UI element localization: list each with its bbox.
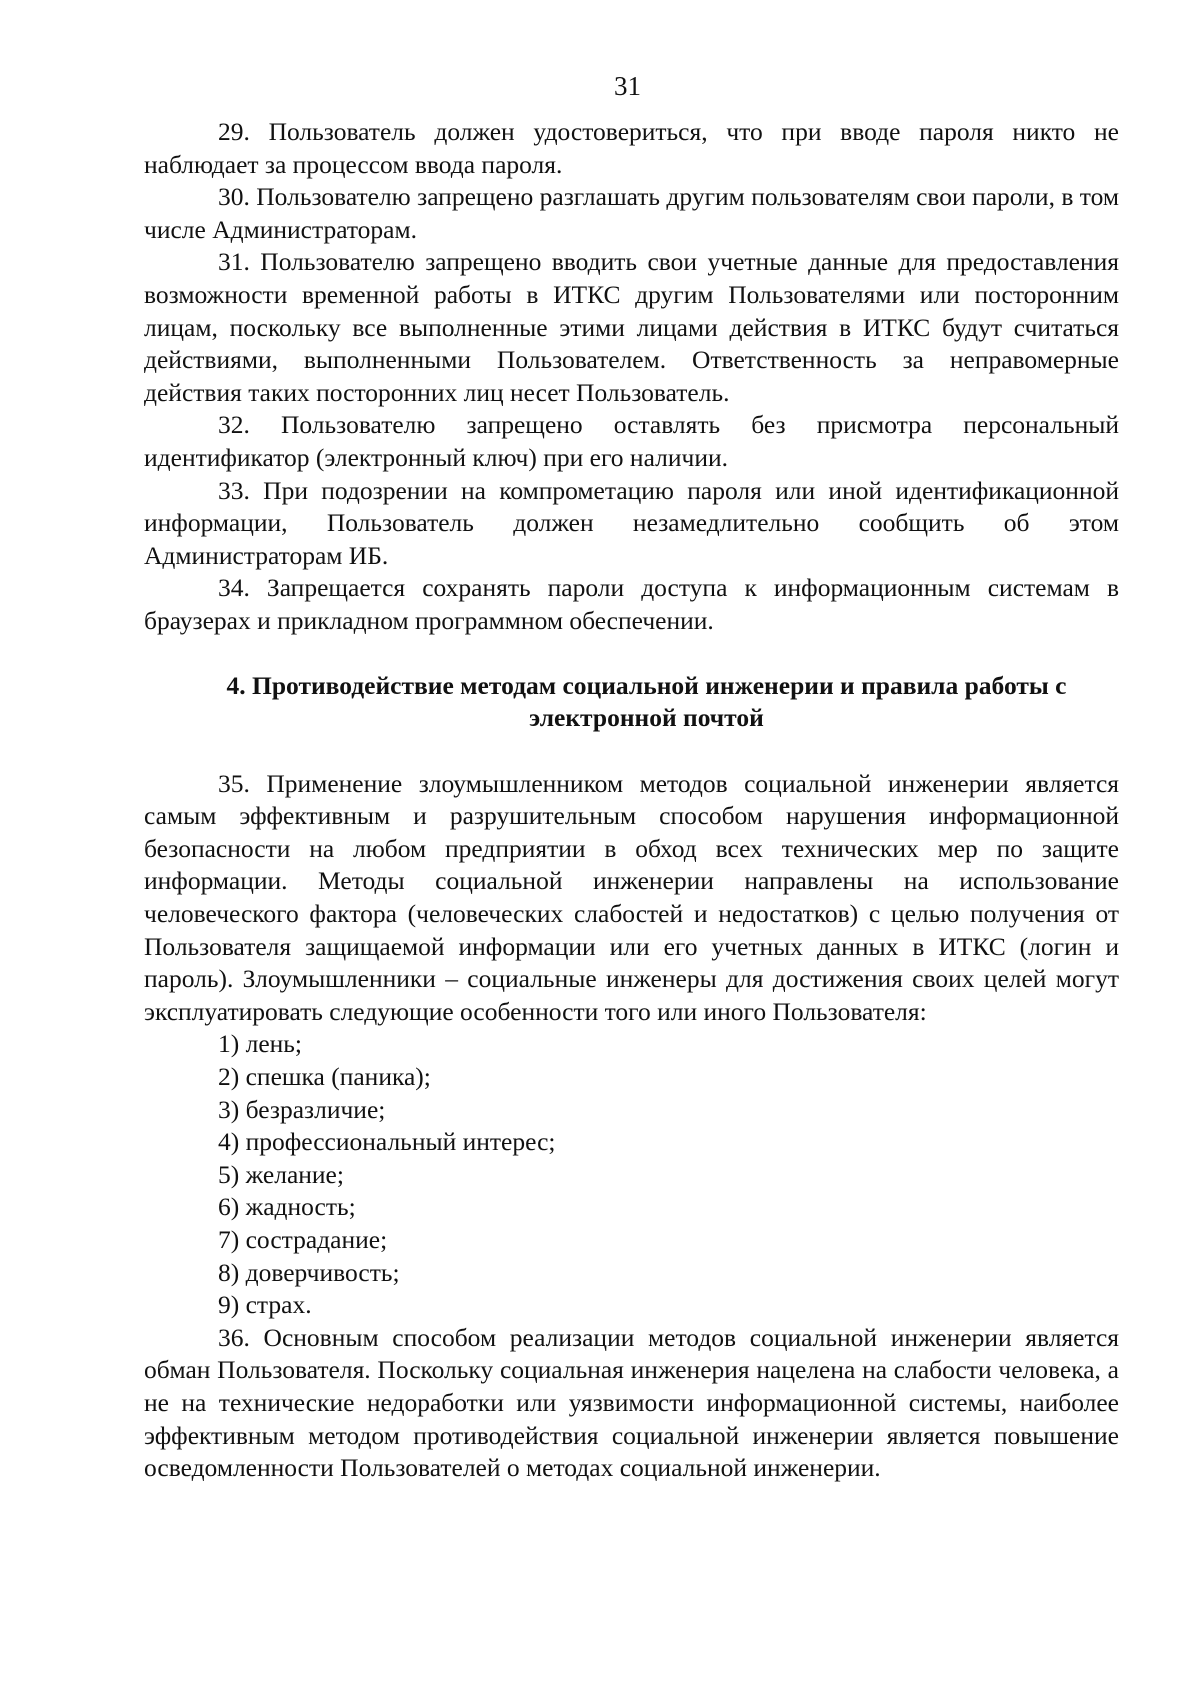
list-item: 6) жадность; (218, 1192, 356, 1222)
list-item: 1) лень; (218, 1029, 303, 1059)
list-item: 5) желание; (218, 1159, 344, 1189)
paragraph-31: 31. Пользователю запрещено вводить свои учетные данные для предоставления возможности временной работы в ИТКС другим Пользователями или посторонним лицам, поскольку все выполненные этими лицами действия в ИТКС будут считаться действиями, выполненными Пользователем. Ответственность за неправомерные действия таких посторонних лиц несет Пользователь. (144, 247, 1119, 407)
paragraph-35: 35. Применение злоумышленником методов социальной инженерии является самым эффективным и разрушительным способом нарушения информационной безопасности на любом предприятии в обход всех технических мер по защите информации. Методы социальной инженерии направлены на использование человеческого фактора (человеческих слабостей и недостатков) с целью получения от Пользователя защищаемой информации или его учетных данных в ИТКС (логин и пароль). Злоумышленники – социальные инженеры для достижения своих целей могут эксплуатировать следующие особенности того или иного Пользователя: (144, 768, 1119, 1026)
paragraph-36: 36. Основным способом реализации методов социальной инженерии является обман Пользователя. Поскольку социальная инженерия нацелена на слабости человека, а не на технические недоработки или уязвимости информационной системы, наиболее эффективным методом противодействия социальной инженерии является повышение осведомленности Пользователей о методах социальной инженерии. (144, 1322, 1119, 1483)
document-body (144, 116, 1119, 1485)
paragraph-33: 33. При подозрении на компрометацию пароля или иной идентификационной информации, Пользователь должен незамедлительно сообщить об этом Администраторам ИБ. (144, 475, 1119, 570)
list-item: 9) страх. (218, 1290, 312, 1320)
list-item: 8) доверчивость; (218, 1257, 400, 1287)
list-item: 7) сострадание; (218, 1225, 388, 1254)
paragraph-34: 34. Запрещается сохранять пароли доступа к информационным системам в браузерах и прикладном программном обеспечении. (144, 573, 1119, 635)
page-number: 31 (614, 71, 641, 101)
paragraph-30: 30. Пользователю запрещено разглашать другим пользователям свои пароли, в том числе Администраторам. (144, 182, 1119, 244)
paragraph-29: 29. Пользователь должен удостовериться, что при вводе пароля никто не наблюдает за процессом ввода пароля. (144, 117, 1119, 179)
list-item: 4) профессиональный интерес; (218, 1127, 556, 1157)
list-item: 2) спешка (паника); (218, 1062, 431, 1092)
section-heading: 4. Противодействие методам социальной инженерии и правила работы с электронной почтой (226, 670, 1067, 733)
weakness-list (144, 1028, 1119, 1321)
list-item: 3) безразличие; (218, 1094, 386, 1124)
paragraph-32: 32. Пользователю запрещено оставлять без присмотра персональный идентификатор (электронный ключ) при его наличии. (144, 410, 1119, 472)
